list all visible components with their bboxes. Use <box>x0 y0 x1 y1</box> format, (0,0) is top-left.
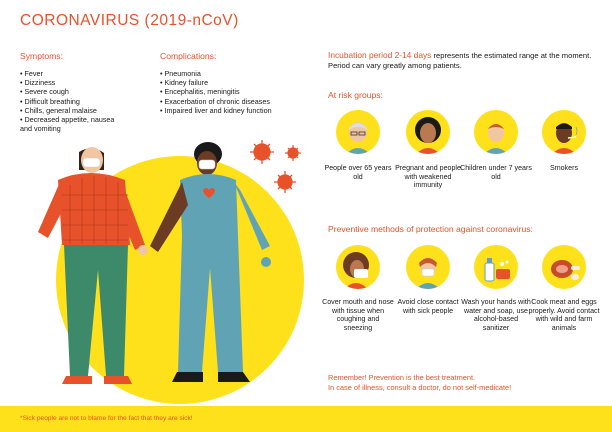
child-icon <box>474 110 518 154</box>
list-item: and vomiting <box>20 124 61 134</box>
footer-bar <box>0 406 612 432</box>
list-item: • Impaired liver and kidney function <box>160 105 272 115</box>
list-item: • Decreased appetite, nausea <box>20 115 115 125</box>
prevention-label: Wash your hands with water and soap, use alcohol-based sanitizer <box>461 298 531 333</box>
list-item: • Encephalitis, meningitis <box>160 87 240 97</box>
risk-group-label: Children under 7 years old <box>460 164 532 181</box>
risk-groups-heading: At risk groups: <box>328 90 383 100</box>
prevention-label: Cover mouth and nose with tissue when coughing and sneezing <box>322 298 394 333</box>
prevention-heading: Preventive methods of protection against coronavirus: <box>328 224 533 234</box>
list-item: • Exacerbation of chronic diseases <box>160 96 270 106</box>
complications-heading: Complications: <box>160 51 217 61</box>
list-item: • Difficult breathing <box>20 96 80 106</box>
symptoms-heading: Symptoms: <box>20 51 63 61</box>
elderly-person-icon <box>336 110 380 154</box>
sneezing-tissue-icon <box>336 245 380 289</box>
prevention-label: Cook meat and eggs properly. Avoid contact with wild and farm animals <box>528 298 600 333</box>
incubation-description: represents the estimated range at the moment. Period can vary greatly among patients. <box>328 51 592 70</box>
footer-note: *Sick people are not to blame for the fact that they are sick! <box>20 415 193 422</box>
soap-sanitizer-icon <box>474 245 518 289</box>
meat-icon <box>542 245 586 289</box>
virus-icon <box>250 140 274 164</box>
smoker-icon <box>542 110 586 154</box>
risk-group-label: Smokers <box>550 164 578 172</box>
pregnant-woman-icon <box>406 110 450 154</box>
list-item: • Dizziness <box>20 78 56 88</box>
page-title: CORONAVIRUS (2019-nCoV) <box>20 12 239 29</box>
incubation-text <box>328 50 598 71</box>
list-item: • Fever <box>20 69 43 78</box>
incubation-highlight: Incubation period 2-14 days <box>328 50 432 60</box>
list-item: • Chills, general malaise <box>20 105 97 115</box>
risk-group-label: Pregnant and people with weakened immunity <box>395 164 461 190</box>
list-item: • Kidney failure <box>160 78 209 88</box>
list-item: • Severe cough <box>20 87 69 97</box>
prevention-label: Avoid close contact with sick people <box>397 298 459 315</box>
remember-line: In case of illness, consult a doctor, do not self-medicate! <box>328 383 512 392</box>
list-item: • Pneumonia <box>160 69 201 78</box>
virus-icon <box>274 171 296 193</box>
virus-icon <box>285 145 301 161</box>
remember-note <box>328 373 598 393</box>
masked-person-icon <box>406 245 450 289</box>
risk-group-label: People over 65 years old <box>324 164 392 181</box>
remember-line: Remember! Prevention is the best treatment. <box>328 373 476 382</box>
